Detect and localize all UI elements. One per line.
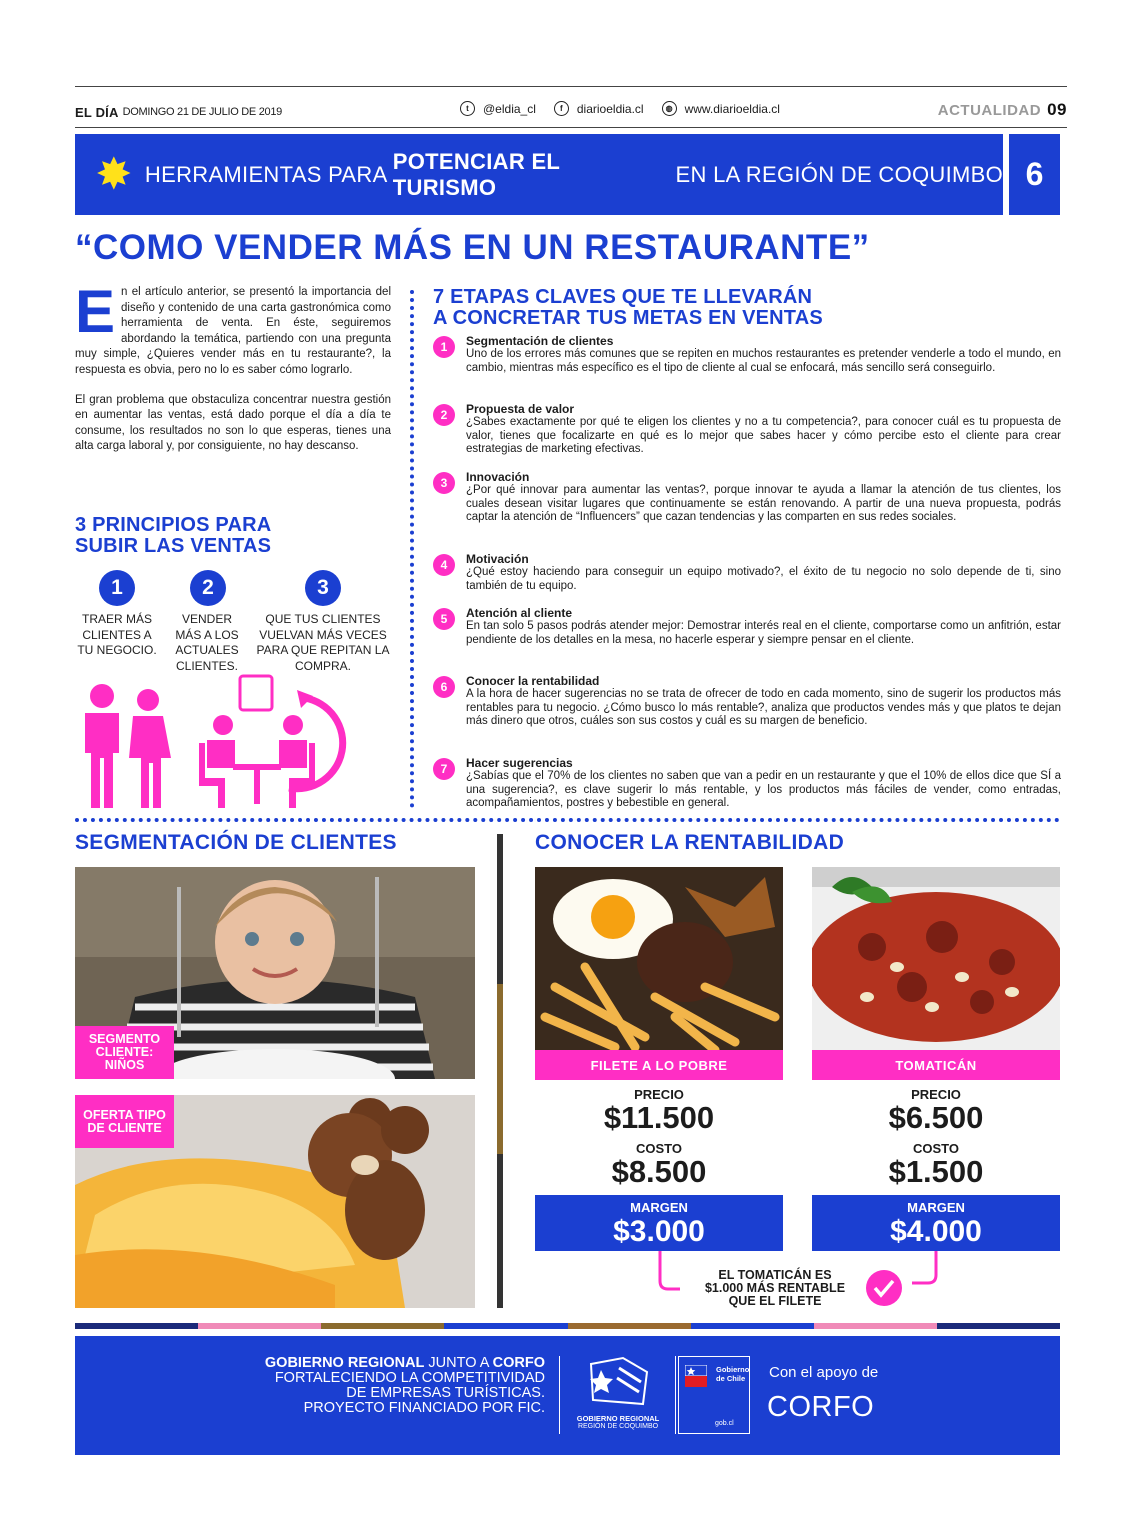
gob-text-2: de Chile [716,1374,746,1383]
stage-body: En tan solo 5 pasos podrás atender mejor: Demostrar interés real en el cliente, comportarse como un anfitrión, estar pendiente de los detalles en la mesa, no hacerle esperar y siempre pensar en el cliente. [466,620,1061,646]
stages-title [433,287,823,329]
series-number: 6 [1009,134,1060,215]
dish-name: FILETE A LO POBRE [535,1050,783,1080]
margin-value: $3.000 [613,1215,705,1248]
sun-icon: ✸ [95,149,133,199]
page-number: 09 [1047,100,1067,119]
gore-bold: GOBIERNO REGIONAL [264,1355,425,1371]
conclusion-line-1: EL TOMATICÁN ES [718,1268,832,1282]
bottom-column-divider [497,834,503,1308]
gore-logo [573,1354,663,1438]
stage-body: A la hora de hacer sugerencias no se trata de ofrecer de todo en cada momento, sino de sugerir los productos más rentables para tu negocio. ¿Cómo busco lo más rentable?, analiza que productos vendes más y que platos te dejan más dinero que otros, cuáles son sus costos y cuál es su margen de beneficio. [466,688,1061,728]
stage-body: ¿Sabes exactamente por qué te eligen los clientes y no a tu competencia?, para conocer cuál es tu propuesta de valor, tienes que focalizarte en qué es lo mejor que sabes hacer y cómo percibe esto el cliente para crear estrategias de marketing efectivas. [466,416,1061,456]
profitability-title: CONOCER LA RENTABILIDAD [535,831,845,854]
twitter-handle[interactable]: @eldia_cl [483,101,536,116]
principle-text: TRAER MÁS CLIENTES A TU NEGOCIO. [77,612,157,657]
stage-number: 7 [433,758,455,780]
segment-tag: SEGMENTO CLIENTE: NIÑOS [75,1026,174,1079]
stage-number: 6 [433,676,455,698]
gob-text-1: Gobierno [716,1365,750,1374]
stage-item [433,674,1061,729]
stage-body: ¿Qué estoy haciendo para conseguir un equipo motivado?, el éxito de tu negocio no solo depende de ti, sino también de tu equipo. [466,566,1061,592]
principles-title [75,515,271,557]
stage-item [433,402,1061,457]
gob-text [716,1365,749,1383]
stage-number: 4 [433,554,455,576]
price-value: $6.500 [888,1100,984,1135]
stage-body: ¿Por qué innovar para aumentar las ventas?, porque innovar te ayuda a llamar la atención de tus clientes, los cuales desean visitar lugares que continuamente se están renovando. A partir de una nueva propuesta, podrás captar la atención de “Influencers” que cazan tendencias y las comparten en sus redes sociales. [466,484,1061,524]
price-value: $11.500 [603,1100,715,1135]
segmentation-title: SEGMENTACIÓN DE CLIENTES [75,831,397,854]
principle-text: VENDER MÁS A LOS ACTUALES CLIENTES. [175,612,239,673]
couple-icon [85,684,171,808]
gobcl-text: gob.cl [715,1420,734,1427]
principle-number: 3 [305,570,341,606]
cost-value: $1.500 [888,1154,984,1189]
intro-paragraph-1 [75,278,391,379]
section-name: ACTUALIDAD [937,102,1042,119]
stage-title: Hacer sugerencias [466,756,573,770]
margin-label: MARGEN [630,1200,688,1215]
principles-title-1: 3 PRINCIPIOS PARA [75,514,272,536]
conclusion-line-3: QUE EL FILETE [728,1294,822,1308]
sponsor-line-2: FORTALECIENDO LA COMPETITIVIDAD [274,1370,545,1386]
headline: “COMO VENDER MÁS EN UN RESTAURANTE” [75,228,870,267]
sponsor-footer [75,1336,1060,1455]
cost-label: COSTO [913,1141,959,1156]
dining-icon [199,715,315,808]
conclusion [680,1269,870,1308]
stage-item [433,552,1061,593]
footer-divider [559,1356,560,1434]
gore-text-2: REGIÓN DE COQUIMBO [577,1423,659,1430]
masthead [75,100,1067,124]
stage-title: Propuesta de valor [466,402,575,416]
stage-item [433,756,1061,811]
filete-photo [535,867,783,1050]
stage-title: Segmentación de clientes [466,334,614,348]
gore-emblem-icon [583,1354,653,1410]
stage-body: ¿Sabías que el 70% de los clientes no saben que van a pedir en un restaurante y que el 10% de ellos dice que SÍ a una sugerencia?, es clave sugerir lo más rentable, y los productos más fáciles de vender, como entradas, acompañamientos, postres y bebestible en general. [466,770,1061,810]
corfo-logo: CORFO [767,1391,875,1423]
margin-box [812,1195,1060,1251]
principles-illustration [75,668,395,810]
gore-text-1: GOBIERNO REGIONAL [576,1414,660,1423]
edition-date: DOMINGO 21 DE JULIO DE 2019 [122,106,282,118]
facebook-handle[interactable]: diarioeldia.cl [576,101,644,116]
margin-label: MARGEN [907,1200,965,1215]
banner-post: EN LA REGIÓN DE COQUIMBO [669,161,1003,187]
check-icon [866,1270,902,1306]
chile-shield-icon [685,1365,707,1387]
margin-box [535,1195,783,1251]
stage-body: Uno de los errores más comunes que se repiten en muchos restaurantes es pretender venderle a todo el mundo, en cambio, mientras más específico es el tipo de cliente al cual se enfocará, más sencillo será conseguirlo. [466,348,1061,374]
sponsor-line-1 [215,1356,545,1371]
stages-title-2: A CONCRETAR TUS METAS EN VENTAS [433,307,823,329]
facebook-icon: f [554,101,569,116]
principles-title-2: SUBIR LAS VENTAS [75,535,272,557]
stage-title: Atención al cliente [466,606,573,620]
section-label [938,100,1067,120]
series-banner [75,134,1003,215]
stage-title: Conocer la rentabilidad [466,674,600,688]
stage-title: Innovación [466,470,530,484]
junto-a: JUNTO A [424,1355,493,1371]
principle-number: 1 [99,570,135,606]
stage-item [433,606,1061,647]
stage-number: 5 [433,608,455,630]
offer-tag: OFERTA TIPO DE CLIENTE [75,1095,174,1148]
cost-label: COSTO [636,1141,682,1156]
banner-bold: POTENCIAR EL TURISMO [392,148,560,200]
section-divider [75,818,1060,822]
cost-value: $8.500 [611,1154,707,1189]
price-label: PRECIO [634,1087,684,1102]
stage-item [433,334,1061,375]
support-text: Con el apoyo de [769,1364,879,1381]
stages-title-1: 7 ETAPAS CLAVES QUE TE LLEVARÁN [433,286,813,308]
stage-number: 2 [433,404,455,426]
dish-name: TOMATICÁN [812,1050,1060,1080]
principle-text: QUE TUS CLIENTES VUELVAN MÁS VECES PARA QUE REPITAN LA COMPRA. [256,612,390,673]
intro-p1-text: n el artículo anterior, se presentó la importancia del diseño y contenido de una carta gastronómica como herramienta de venta. En éste, seguiremos abordando la temática, partiendo con una pregunta muy simple, ¿Quieres vender más en tu restaurante?, la respuesta es obvia, pero no lo es saber cómo lograrlo. [75,286,391,376]
stage-number: 1 [433,336,455,358]
sponsor-text [215,1356,545,1416]
website-link[interactable]: www.diarioeldia.cl [684,101,780,116]
intro-text [75,278,391,469]
globe-icon: ◍ [662,101,677,116]
stage-item [433,470,1061,525]
stage-number: 3 [433,472,455,494]
intro-paragraph-2: El gran problema que obstaculiza concentrar nuestra gestión en aumentar las ventas, está dado porque el día a día te consume, los resultados no son lo que esperas, tienes una alta carga laboral y, por consiguiente, no hay descanso. [75,393,391,453]
gobierno-chile-logo [678,1356,750,1434]
menu-card-icon [240,676,272,710]
tomatican-photo [812,867,1060,1050]
stage-title: Motivación [466,552,529,566]
top-rule [75,86,1067,87]
banner-pre: HERRAMIENTAS PARA [144,161,393,187]
column-divider [410,290,414,808]
masthead-rule [75,127,1067,128]
dropcap: E [75,278,116,345]
newspaper-brand: EL DÍA [75,104,119,120]
social-links [460,101,780,116]
sponsor-line-3: DE EMPRESAS TURÍSTICAS. [346,1385,545,1401]
conclusion-line-2: $1.000 MÁS RENTABLE [704,1281,846,1295]
corfo-bold: CORFO [492,1355,545,1371]
margin-value: $4.000 [890,1215,982,1248]
footer-divider [675,1356,676,1434]
twitter-icon: t [460,101,475,116]
sponsor-line-4: PROYECTO FINANCIADO POR FIC. [303,1400,545,1416]
principle-number: 2 [190,570,226,606]
price-label: PRECIO [911,1087,961,1102]
color-strip [75,1323,1060,1329]
